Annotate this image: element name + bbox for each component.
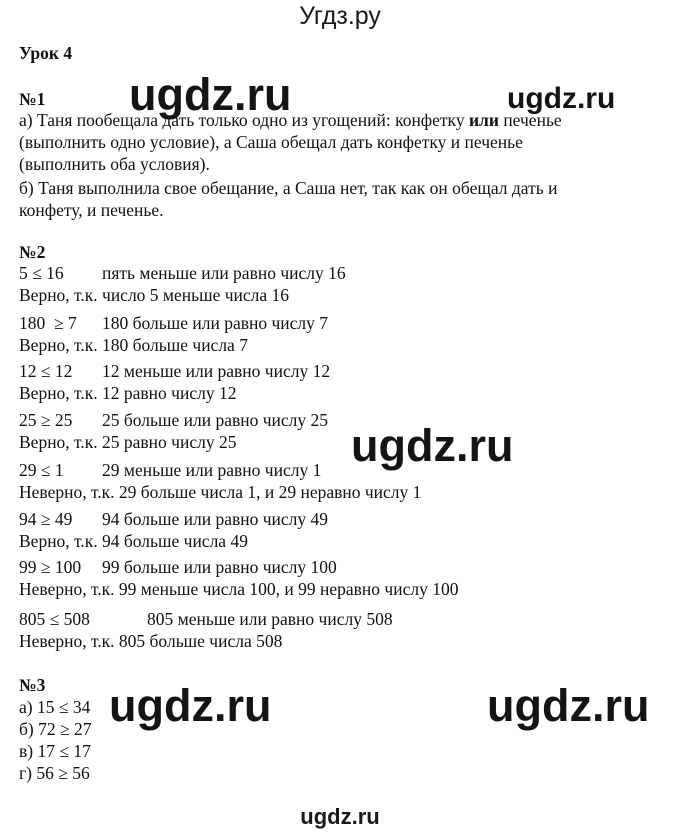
inequality-reading: 180 больше или равно числу 7	[102, 313, 329, 333]
inequality-reading: 99 больше или равно числу 100	[102, 557, 337, 577]
task2-item-expr-line	[19, 409, 329, 431]
text: а) Таня пообещала дать только одно из угощений: конфетку	[19, 110, 469, 130]
inequality-reading: пять меньше или равно числу 16	[102, 263, 346, 283]
inequality: 29 ≤ 1	[19, 460, 64, 480]
task1-b-line1: б) Таня выполнила свое обещание, а Саша нет, так как он обещал дать и	[19, 178, 558, 198]
inequality-reading: 12 меньше или равно числу 12	[102, 361, 331, 381]
task3-item: б) 72 ≥ 27	[19, 719, 92, 739]
inequality-reading: 29 меньше или равно числу 1	[102, 460, 322, 480]
watermark: ugdz.ru	[507, 82, 616, 115]
task2-item-expr-line	[19, 360, 331, 382]
task2-item-verdict: Неверно, т.к. 805 больше числа 508	[19, 631, 283, 651]
site-header[interactable]: Угдз.ру	[299, 2, 381, 30]
task3-number: №3	[19, 675, 46, 695]
task2-item-verdict: Верно, т.к. 94 больше числа 49	[19, 531, 248, 551]
inequality-reading: 25 больше или равно числу 25	[102, 410, 329, 430]
text: печенье	[498, 110, 562, 130]
emphasis-text: или	[468, 110, 499, 130]
watermark: ugdz.ru	[351, 420, 514, 471]
inequality: 5 ≤ 16	[19, 263, 64, 283]
task2-item-verdict: Верно, т.к. число 5 меньше числа 16	[19, 285, 290, 305]
inequality: 180 ≥ 7	[19, 313, 77, 333]
task2-item-verdict: Верно, т.к. 12 равно числу 12	[19, 383, 237, 403]
inequality: 805 ≤ 508	[19, 609, 90, 629]
inequality-reading: 805 меньше или равно числу 508	[147, 609, 393, 629]
task1-number: №1	[19, 89, 46, 109]
task2-item-expr-line	[19, 312, 329, 334]
task2-number: №2	[19, 242, 46, 262]
inequality-reading: 94 больше или равно числу 49	[102, 509, 329, 529]
watermark: ugdz.ru	[129, 69, 292, 120]
task2-item-verdict: Неверно, т.к. 99 меньше числа 100, и 99 неравно числу 100	[19, 579, 459, 599]
task2-item-expr-line	[19, 556, 337, 578]
task1-a-line1	[19, 109, 562, 131]
inequality: 25 ≥ 25	[19, 410, 73, 430]
task2-item-expr-line	[19, 608, 393, 630]
task2-item-verdict: Верно, т.к. 180 больше числа 7	[19, 335, 248, 355]
task1-a-line2: (выполнить одно условие), а Саша обещал дать конфетку и печенье	[19, 132, 523, 152]
inequality: 12 ≤ 12	[19, 361, 73, 381]
lesson-title: Урок 4	[19, 43, 73, 63]
task2-item-expr-line	[19, 459, 322, 481]
task3-item: а) 15 ≤ 34	[19, 697, 91, 717]
watermark: ugdz.ru	[109, 680, 272, 731]
task3-item: г) 56 ≥ 56	[19, 763, 90, 783]
inequality: 99 ≥ 100	[19, 557, 82, 577]
task2-item-verdict: Верно, т.к. 25 равно числу 25	[19, 432, 237, 452]
task2-item-verdict: Неверно, т.к. 29 больше числа 1, и 29 неравно числу 1	[19, 482, 422, 502]
watermark: ugdz.ru	[487, 680, 650, 731]
task1-a-line3: (выполнить оба условия).	[19, 154, 210, 174]
task2-item-expr-line	[19, 262, 346, 284]
task2-item-expr-line	[19, 508, 329, 530]
inequality: 94 ≥ 49	[19, 509, 73, 529]
task1-b-line2: конфету, и печенье.	[19, 200, 164, 220]
footer-site-link[interactable]: ugdz.ru	[300, 804, 380, 829]
task3-item: в) 17 ≤ 17	[19, 741, 91, 761]
